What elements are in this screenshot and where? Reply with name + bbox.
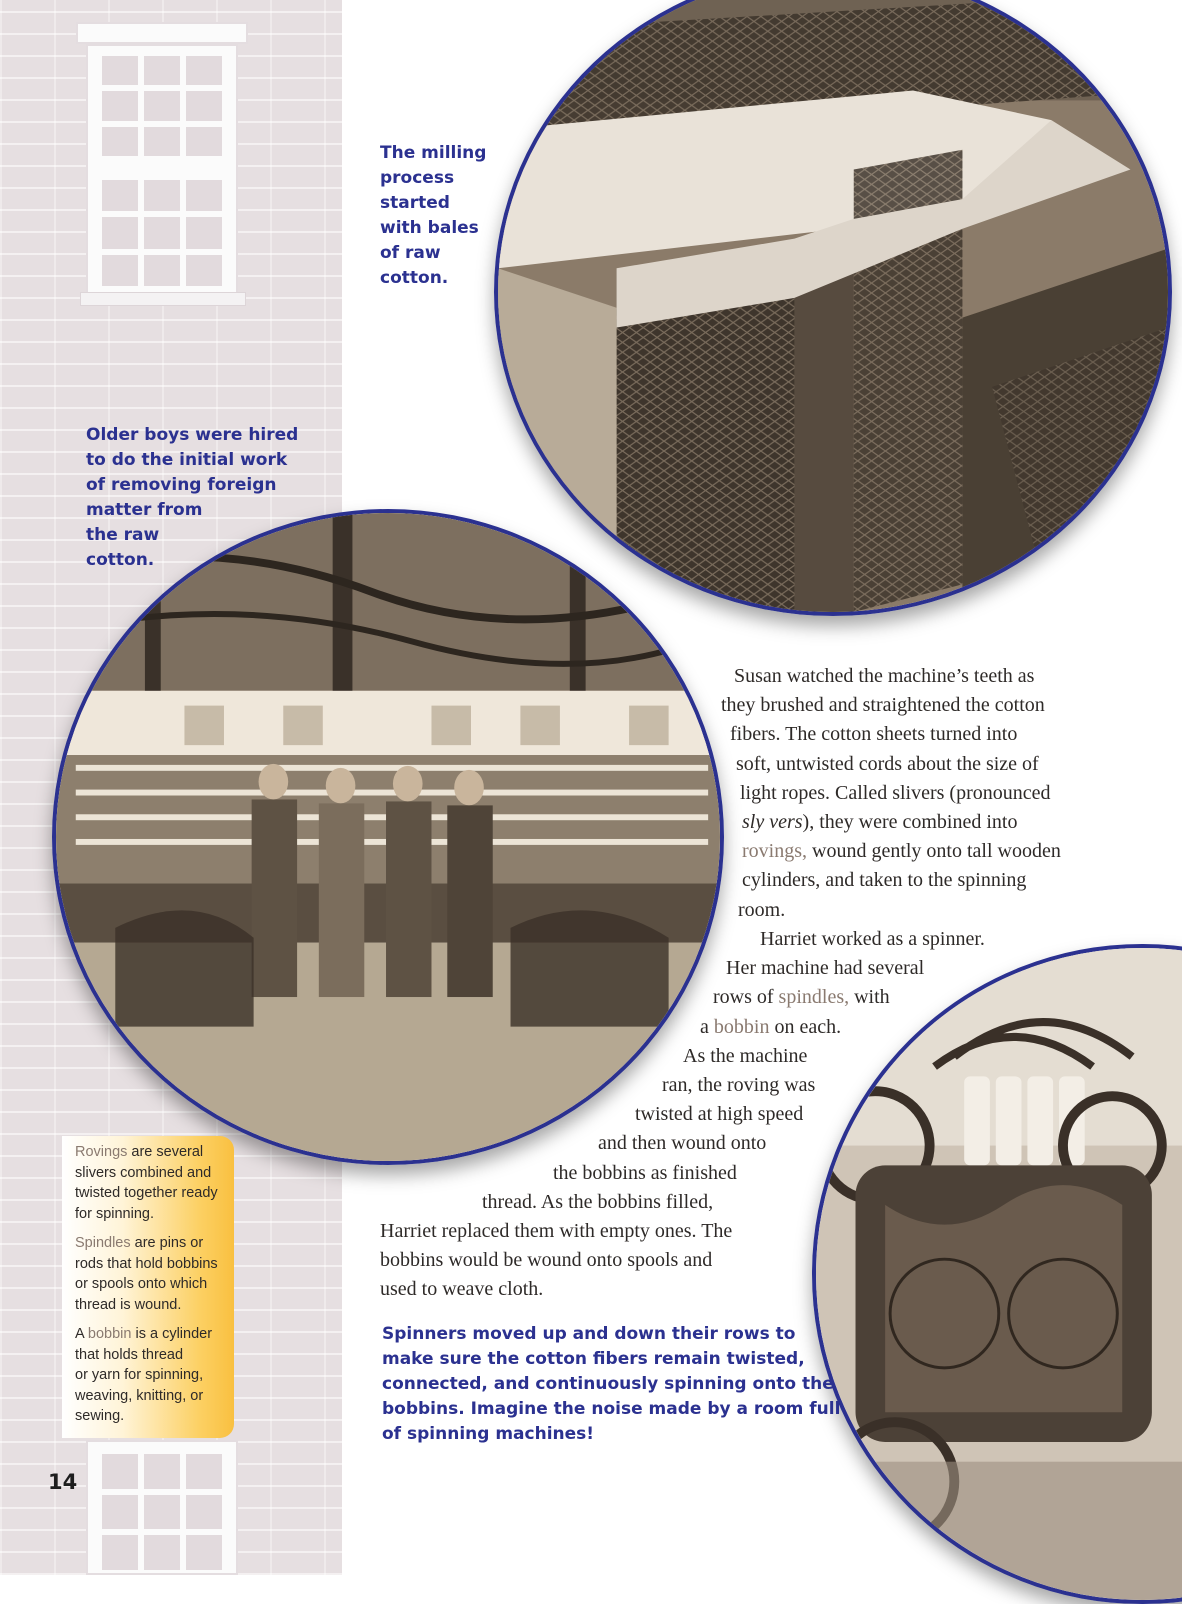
glossary-line: thread is wound.	[75, 1296, 182, 1313]
body-line: they brushed and straightened the cotton	[721, 694, 1045, 717]
body-line: light ropes. Called slivers (pronounced	[740, 781, 1051, 804]
caption-line: to do the initial work	[86, 450, 288, 470]
body-line: soft, untwisted cords about the size of	[736, 752, 1039, 775]
caption-line: of removing foreign	[86, 475, 277, 495]
glossary-term: Spindles	[75, 1235, 131, 1251]
body-line: As the machine	[683, 1044, 808, 1067]
glossary-line: weaving, knitting, or	[75, 1387, 204, 1404]
body-fragment: on each.	[769, 1015, 842, 1038]
body-line: the bobbins as finished	[553, 1161, 737, 1184]
body-line: cylinders, and taken to the spinning	[742, 869, 1027, 892]
glossary-line: or spools onto which	[75, 1276, 208, 1293]
caption-line: started	[380, 193, 450, 213]
caption-line: process	[380, 168, 455, 188]
caption-line: of spinning machines!	[382, 1424, 595, 1444]
glossary-term: bobbin	[87, 1326, 132, 1342]
body-line	[700, 1013, 985, 1042]
glossary-line: slivers combined and	[75, 1164, 212, 1181]
body-line: Her machine had several	[726, 957, 925, 980]
body-line: and then wound onto	[598, 1132, 767, 1155]
glossary-line: twisted together ready	[75, 1185, 218, 1202]
caption-line: of raw	[380, 243, 441, 263]
caption-line: with bales	[380, 218, 479, 238]
caption-line: matter from	[86, 500, 203, 520]
pronunciation: sly vers	[742, 811, 803, 834]
body-line: Harriet worked as a spinner.	[760, 928, 985, 950]
body-line	[742, 837, 1061, 866]
term-bobbin: bobbin	[713, 1015, 770, 1038]
body-line: bobbins would be wound onto spools and	[380, 1249, 713, 1272]
caption-line: bobbins. Imagine the noise made by a room full	[382, 1399, 841, 1419]
caption-line: Older boys were hired	[86, 425, 299, 445]
body-fragment: with	[849, 986, 890, 1009]
term-spindles: spindles,	[778, 986, 850, 1009]
glossary-fragment: are several	[127, 1144, 204, 1160]
mill-window-top	[76, 22, 248, 44]
glossary-line: that holds thread	[75, 1346, 184, 1363]
caption-line: the raw	[86, 525, 160, 545]
milling-caption	[380, 141, 486, 291]
caption-line: cotton.	[86, 550, 155, 570]
window-sill	[80, 292, 246, 306]
body-line	[713, 983, 985, 1012]
glossary-line	[75, 1142, 218, 1163]
body-line: twisted at high speed	[635, 1103, 804, 1126]
glossary-line: or yarn for spinning,	[75, 1367, 204, 1384]
older-boys-caption	[86, 423, 298, 573]
caption-line: connected, and continuously spinning onto the	[382, 1374, 834, 1394]
body-paragraph-1	[0, 662, 1061, 925]
glossary-rovings	[75, 1142, 218, 1224]
body-line: thread. As the bobbins filled,	[482, 1190, 714, 1213]
glossary-spindles	[75, 1233, 218, 1315]
glossary-fragment: are pins or	[130, 1235, 204, 1251]
cotton-bales-photo	[494, 0, 1172, 616]
body-line: fibers. The cotton sheets turned into	[730, 723, 1018, 746]
body-line: used to weave cloth.	[380, 1278, 544, 1301]
body-fragment: ), they were combined into	[802, 811, 1018, 834]
glossary-line: for spinning.	[75, 1205, 154, 1222]
body-fragment: rows of	[713, 986, 779, 1009]
glossary-bobbin	[75, 1324, 212, 1427]
glossary-fragment: is a cylinder	[131, 1326, 213, 1342]
page-number: 14	[48, 1470, 78, 1494]
body-line: ran, the roving was	[662, 1074, 816, 1097]
term-rovings: rovings,	[742, 840, 807, 863]
body-line: room.	[738, 898, 786, 921]
caption-line: cotton.	[380, 268, 449, 288]
caption-line: Spinners moved up and down their rows to	[382, 1324, 796, 1344]
mill-window	[86, 44, 238, 294]
spinners-caption	[382, 1322, 840, 1447]
body-line	[742, 808, 1061, 837]
glossary-term: Rovings	[75, 1144, 128, 1160]
body-fragment: a	[700, 1015, 714, 1038]
glossary-line: rods that hold bobbins	[75, 1255, 218, 1272]
caption-line: make sure the cotton fibers remain twisted,	[382, 1349, 805, 1369]
glossary-line	[75, 1324, 212, 1345]
body-fragment: wound gently onto tall wooden	[807, 840, 1061, 863]
mill-window-lower	[86, 1440, 238, 1575]
body-line: Harriet replaced them with empty ones. The	[380, 1220, 733, 1243]
body-line: Susan watched the machine’s teeth as	[734, 665, 1035, 687]
glossary-line	[75, 1233, 218, 1254]
glossary-fragment: A	[75, 1326, 88, 1342]
caption-line: The milling	[380, 143, 487, 163]
glossary-line: sewing.	[75, 1408, 125, 1425]
